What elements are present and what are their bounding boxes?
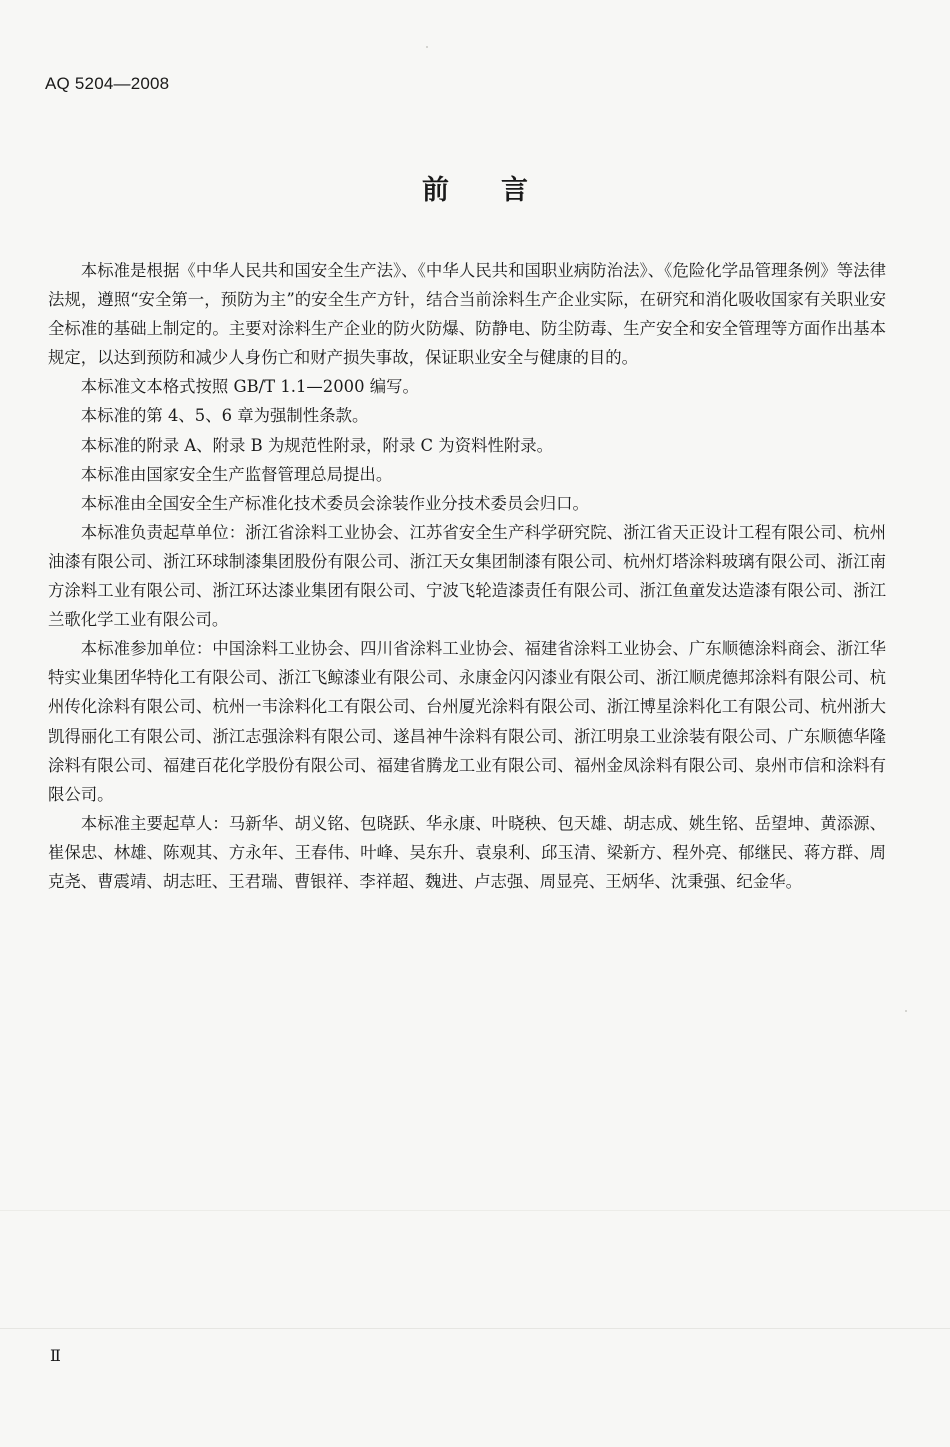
scan-speck (905, 1010, 907, 1012)
scan-speck (426, 46, 428, 48)
preface-paragraph-basis: 本标准是根据《中华人民共和国安全生产法》、《中华人民共和国职业病防治法》、《危险化学品管理条例》等法律法规，遵照“安全第一，预防为主”的安全生产方针，结合当前涂料生产企业实际，在研究和消化吸收国家有关职业安全标准的基础上制定的。主要对涂料生产企业的防火防爆、防静电、防尘防毒、生产安全和安全管理等方面作出基本规定，以达到预防和减少人身伤亡和财产损失事故，保证职业安全与健康的目的。 (48, 261, 886, 368)
footer-divider-line (0, 1328, 950, 1329)
page-title: 前言 (422, 175, 580, 206)
page-number: Ⅱ (50, 1348, 61, 1365)
preface-paragraph-format: 本标准文本格式按照 GB/T 1.1—2000 编写。 (80, 377, 419, 397)
preface-paragraph-proposer: 本标准由国家安全生产监督管理总局提出。 (80, 464, 393, 484)
preface-paragraph-appendix: 本标准的附录 A、附录 B 为规范性附录，附录 C 为资料性附录。 (80, 435, 554, 455)
scan-divider-line (0, 1210, 950, 1211)
preface-paragraph-drafters: 本标准主要起草人：马新华、胡义铭、包晓跃、华永康、叶晓秧、包天雄、胡志成、姚生铭、岳望坤、黄添源、崔保忠、林雄、陈观其、方永年、王春伟、叶峰、吴东升、袁泉利、邱玉清、梁新方、程外亮、郁继民、蒋方群、周克尧、曹震靖、胡志旺、王君瑞、曹银祥、李祥超、魏进、卢志强、周显亮、王炳华、沈秉强、纪金华。 (48, 813, 886, 891)
preface-paragraph-participating-units: 本标准参加单位：中国涂料工业协会、四川省涂料工业协会、福建省涂料工业协会、广东顺德涂料商会、浙江华特实业集团华特化工有限公司、浙江飞鲸漆业有限公司、永康金闪闪漆业有限公司、浙江顺虎德邦涂料有限公司、杭州传化涂料有限公司、杭州一韦涂料化工有限公司、台州厦光涂料有限公司、浙江博星涂料化工有限公司、杭州浙大凯得丽化工有限公司、浙江志强涂料有限公司、遂昌神牛涂料有限公司、浙江明泉工业涂装有限公司、广东顺德华隆涂料有限公司、福建百花化学股份有限公司、福建省腾龙工业有限公司、福州金凤涂料有限公司、泉州市信和涂料有限公司。 (48, 639, 886, 804)
preface-paragraph-drafting-units: 本标准负责起草单位：浙江省涂料工业协会、江苏省安全生产科学研究院、浙江省天正设计工程有限公司、杭州油漆有限公司、浙江环球制漆集团股份有限公司、浙江天女集团制漆有限公司、杭州灯塔涂料玻璃有限公司、浙江南方涂料工业有限公司、浙江环达漆业集团有限公司、宁波飞轮造漆责任有限公司、浙江鱼童发达造漆有限公司、浙江兰歌化学工业有限公司。 (48, 522, 886, 630)
standard-code: AQ 5204—2008 (45, 74, 170, 93)
preface-body (48, 256, 886, 896)
preface-paragraph-mandatory: 本标准的第 4、5、6 章为强制性条款。 (80, 406, 369, 426)
preface-paragraph-committee: 本标准由全国安全生产标准化技术委员会涂装作业分技术委员会归口。 (80, 493, 589, 513)
